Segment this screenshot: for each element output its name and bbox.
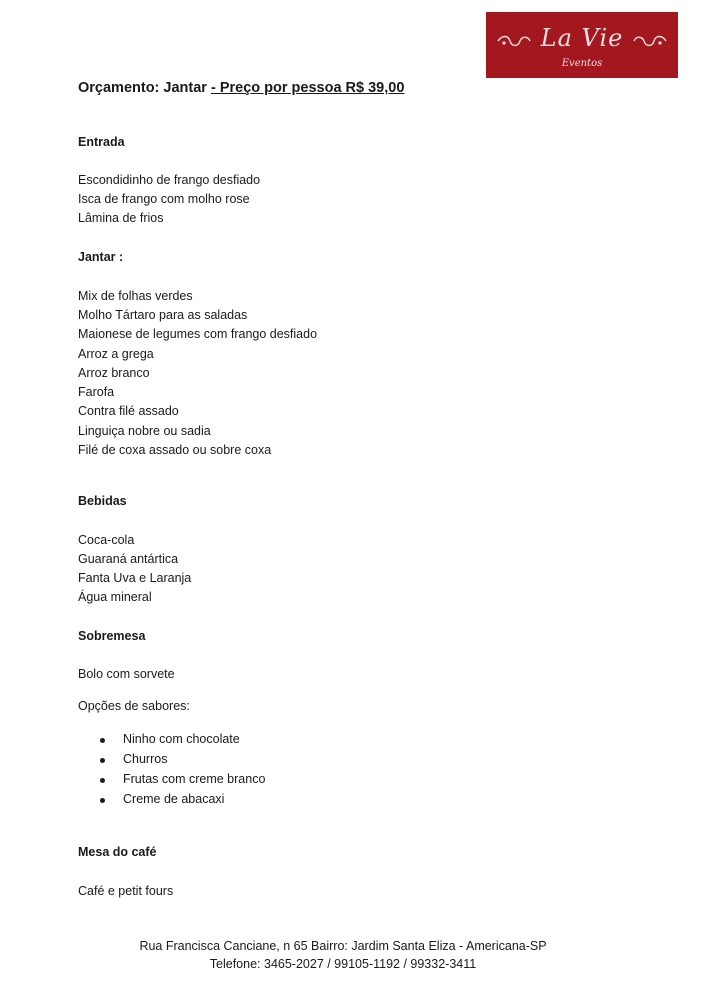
list-item: Escondidinho de frango desfiado (78, 173, 261, 187)
ornament-right-icon (632, 34, 668, 48)
bullet-item: Creme de abacaxi (123, 792, 225, 806)
list-item: Molho Tártaro para as saladas (78, 308, 248, 322)
list-item: Café e petit fours (78, 884, 174, 898)
list-item: Guaraná antártica (78, 552, 179, 566)
list-item: Arroz a grega (78, 347, 154, 361)
logo (486, 12, 678, 78)
list-item: Coca-cola (78, 533, 135, 547)
title-price: - Preço por pessoa R$ 39,00 (210, 80, 405, 96)
list-item: Farofa (78, 385, 115, 399)
list-item: Maionese de legumes com frango desfiado (78, 327, 318, 341)
bullet-item: Frutas com creme branco (123, 772, 266, 786)
bullet-icon (100, 738, 105, 743)
bullet-icon (100, 758, 105, 763)
footer-phones: Telefone: 3465-2027 / 99105-1192 / 99332-3411 (209, 957, 477, 971)
bullet-icon (100, 798, 105, 803)
page-title (78, 80, 404, 96)
list-item: Isca de frango com molho rose (78, 192, 250, 206)
list-item: Fanta Uva e Laranja (78, 571, 192, 585)
list-item: Arroz branco (78, 366, 150, 380)
section-heading-cafe: Mesa do café (78, 845, 157, 859)
logo-brand: La Vie (540, 24, 624, 52)
section-heading-bebidas: Bebidas (78, 494, 127, 508)
title-prefix: Orçamento: Jantar (78, 80, 211, 96)
list-item: Linguiça nobre ou sadia (78, 424, 211, 438)
section-heading-jantar: Jantar : (78, 250, 124, 264)
section-heading-entrada: Entrada (78, 135, 125, 149)
options-label: Opções de sabores: (78, 699, 190, 713)
bullet-icon (100, 778, 105, 783)
list-item: Lâmina de frios (78, 211, 164, 225)
footer-address: Rua Francisca Canciane, n 65 Bairro: Jardim Santa Eliza - Americana-SP (139, 939, 547, 953)
bullet-item: Churros (123, 752, 168, 766)
list-item: Mix de folhas verdes (78, 289, 193, 303)
bullet-item: Ninho com chocolate (123, 732, 240, 746)
list-item: Filé de coxa assado ou sobre coxa (78, 443, 272, 457)
list-item: Bolo com sorvete (78, 667, 175, 681)
list-item: Contra filé assado (78, 404, 179, 418)
section-heading-sobremesa: Sobremesa (78, 629, 146, 643)
list-item: Água mineral (78, 590, 152, 604)
logo-subtitle: Eventos (561, 58, 603, 69)
